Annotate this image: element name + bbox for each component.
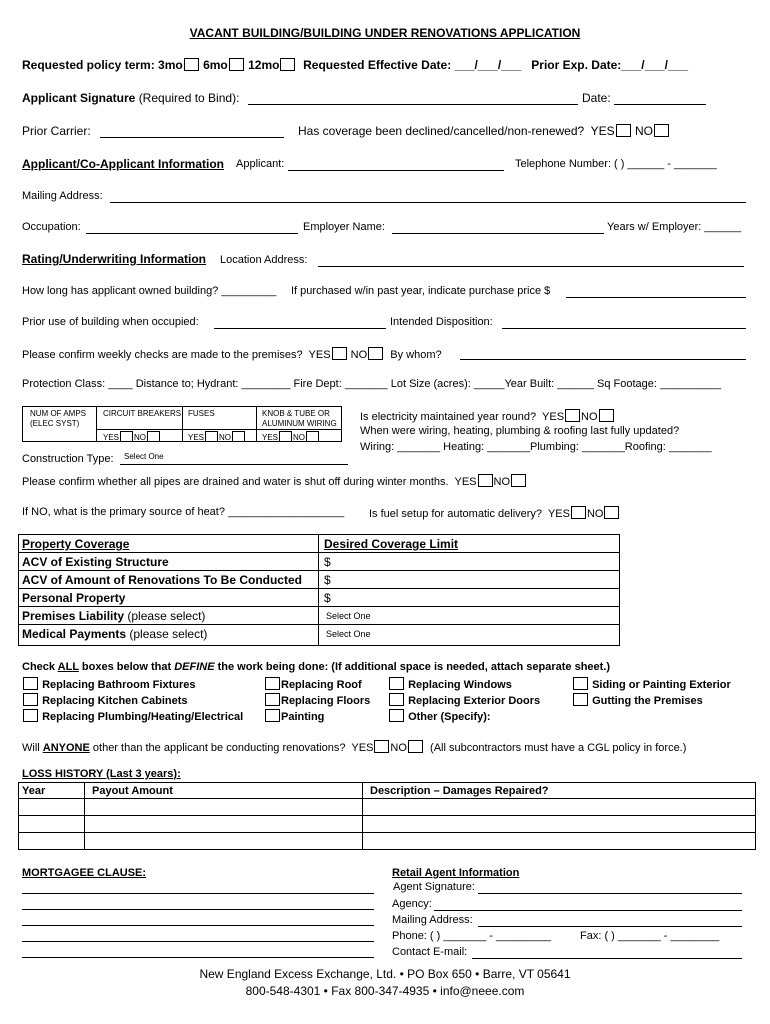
coverage-value-field[interactable]: $ xyxy=(324,591,331,605)
loss-payout-header: Payout Amount xyxy=(92,785,173,797)
declined-question xyxy=(298,124,670,138)
years-employer-field[interactable]: Years w/ Employer: ______ xyxy=(607,221,742,233)
occupation-label: Occupation: xyxy=(22,221,81,233)
fuses-options: YES NO xyxy=(188,431,246,442)
purchase-price-field[interactable] xyxy=(566,297,746,298)
pipes-question: Please confirm whether all pipes are drained and water is shut off during winter months. xyxy=(22,476,449,488)
work-checkbox[interactable] xyxy=(389,709,404,722)
work-item: Replacing Floors xyxy=(264,693,370,707)
agent-title: Retail Agent Information xyxy=(392,867,520,879)
term-12mo-checkbox[interactable] xyxy=(280,58,295,71)
mortgagee-line[interactable] xyxy=(22,909,374,910)
weekly-no-checkbox[interactable] xyxy=(368,347,383,360)
work-checkbox[interactable] xyxy=(23,709,38,722)
telephone-field[interactable]: Telephone Number: ( ) ______ - _______ xyxy=(515,158,717,170)
electric-maintained-row: Is electricity maintained year round? YES NO xyxy=(360,409,615,423)
mortgagee-line[interactable] xyxy=(22,941,374,942)
pipes-no-checkbox[interactable] xyxy=(511,474,526,487)
loss-description-header: Description – Damages Repaired? xyxy=(370,785,549,797)
rating-section-title: Rating/Underwriting Information xyxy=(22,252,206,266)
coverage-row-label: Personal Property xyxy=(22,591,126,605)
declined-yes-checkbox[interactable] xyxy=(616,124,631,137)
date-field[interactable] xyxy=(614,104,706,105)
agent-mailing-field[interactable] xyxy=(478,926,742,927)
weekly-no-label: NO xyxy=(350,349,368,361)
work-checkbox[interactable] xyxy=(389,693,404,706)
breakers-options: YES NO xyxy=(103,431,161,442)
prior-use-label: Prior use of building when occupied: xyxy=(22,316,199,328)
intended-field[interactable] xyxy=(502,328,746,329)
declined-no-label: NO xyxy=(635,124,654,138)
loss-history-title: LOSS HISTORY (Last 3 years): xyxy=(22,768,181,780)
prior-carrier-field[interactable] xyxy=(100,137,284,138)
employer-label: Employer Name: xyxy=(303,221,385,233)
employer-field[interactable] xyxy=(392,233,604,234)
prior-carrier-label: Prior Carrier: xyxy=(22,124,91,138)
work-checkbox[interactable] xyxy=(265,693,280,706)
work-item: Other (Specify): xyxy=(388,709,491,723)
work-item: Gutting the Premises xyxy=(572,693,703,707)
agent-phone-field[interactable]: Phone: ( ) _______ - _________ xyxy=(392,930,552,942)
work-item: Replacing Roof xyxy=(264,677,362,691)
applicant-field[interactable] xyxy=(288,170,504,171)
applicant-label: Applicant: xyxy=(236,158,285,170)
protection-row[interactable]: Protection Class: ____ Distance to; Hydrant: ________ Fire Dept: _______ Lot Size (acres): _____Year Built: ______ Sq Footage: __________ xyxy=(22,378,722,390)
location-label: Location Address: xyxy=(220,254,308,266)
owned-question[interactable]: How long has applicant owned building? _________ xyxy=(22,285,277,297)
work-item: Replacing Bathroom Fixtures xyxy=(22,677,195,691)
declined-yes-label: YES xyxy=(590,124,615,138)
form-title: VACANT BUILDING/BUILDING UNDER RENOVATIONS APPLICATION xyxy=(189,26,581,40)
loss-year-header: Year xyxy=(22,785,46,797)
effective-date-field[interactable]: Requested Effective Date: ___/___/___ xyxy=(303,58,522,72)
mailing-label: Mailing Address: xyxy=(22,190,103,202)
fuel-no-checkbox[interactable] xyxy=(604,506,619,519)
work-item: Painting xyxy=(264,709,324,723)
agent-email-field[interactable] xyxy=(472,958,742,959)
agent-mailing-label: Mailing Address: xyxy=(392,914,473,926)
coverage-limit-header: Desired Coverage Limit xyxy=(324,537,459,551)
work-intro: Check ALL boxes below that DEFINE the work being done: (If additional space is needed, attach separate sheet.) xyxy=(22,661,611,673)
knob-no-checkbox[interactable] xyxy=(306,431,319,442)
date-label: Date: xyxy=(582,91,611,105)
work-checkbox[interactable] xyxy=(573,677,588,690)
mailing-field[interactable] xyxy=(110,202,746,203)
updated-question: When were wiring, heating, plumbing & roofing last fully updated? xyxy=(360,425,680,437)
applicant-section-title: Applicant/Co-Applicant Information xyxy=(22,157,224,171)
mortgagee-line[interactable] xyxy=(22,957,374,958)
work-checkbox[interactable] xyxy=(573,693,588,706)
purchase-price-label: If purchased w/in past year, indicate purchase price $ xyxy=(291,285,551,297)
mortgagee-title: MORTGAGEE CLAUSE: xyxy=(22,867,147,879)
declined-no-checkbox[interactable] xyxy=(654,124,669,137)
mortgagee-line[interactable] xyxy=(22,893,374,894)
breakers-header: CIRCUIT BREAKERS xyxy=(103,409,182,418)
fuel-question: Is fuel setup for automatic delivery? xyxy=(369,508,543,520)
signature-label: Applicant Signature xyxy=(22,91,136,105)
weekly-check-row xyxy=(22,347,442,361)
work-checkbox[interactable] xyxy=(265,677,280,690)
signature-field[interactable] xyxy=(248,104,578,105)
coverage-value-field[interactable]: $ xyxy=(324,555,331,569)
property-coverage-header: Property Coverage xyxy=(22,537,130,551)
weekly-yes-checkbox[interactable] xyxy=(332,347,347,360)
intended-label: Intended Disposition: xyxy=(390,316,493,328)
agent-email-label: Contact E-mail: xyxy=(392,946,468,958)
term-3mo-checkbox[interactable] xyxy=(184,58,199,71)
electric-maintained-question: Is electricity maintained year round? xyxy=(360,411,537,423)
work-checkbox[interactable] xyxy=(23,693,38,706)
subcontractor-note: (All subcontractors must have a CGL policy in force.) xyxy=(430,742,687,754)
mortgagee-line[interactable] xyxy=(22,925,374,926)
fuel-yes-checkbox[interactable] xyxy=(571,506,586,519)
term-6mo-label: 6mo xyxy=(203,58,228,72)
work-checkbox[interactable] xyxy=(265,709,280,722)
coverage-row-label: ACV of Amount of Renovations To Be Conducted xyxy=(22,573,302,587)
anyone-row: Will ANYONE other than the applicant be conducting renovations? YES NO (All subcontractors must have a CGL policy in force.) xyxy=(22,742,687,754)
signature-note: (Required to Bind): xyxy=(138,91,240,105)
agency-field[interactable] xyxy=(434,910,742,911)
work-item: Replacing Kitchen Cabinets xyxy=(22,693,188,707)
term-12mo-label: 12mo xyxy=(248,58,280,72)
coverage-row-label: Medical Payments (please select) xyxy=(22,627,208,641)
location-field[interactable] xyxy=(318,266,744,267)
anyone-yes-checkbox[interactable] xyxy=(374,740,389,753)
fuses-no-checkbox[interactable] xyxy=(232,431,245,442)
agent-signature-label: Agent Signature: xyxy=(393,881,475,893)
by-whom-field[interactable] xyxy=(460,359,746,360)
agency-label: Agency: xyxy=(392,898,432,910)
knob-header: KNOB & TUBE OR ALUMINUM WIRING xyxy=(262,409,337,428)
by-whom-label: By whom? xyxy=(390,349,442,361)
fuses-yes-checkbox[interactable] xyxy=(205,431,218,442)
pipes-row: Please confirm whether all pipes are drained and water is shut off during winter months. YES NO xyxy=(22,474,527,488)
fuel-row: Is fuel setup for automatic delivery? YES NO xyxy=(369,506,620,520)
term-3mo-label: 3mo xyxy=(158,58,183,72)
coverage-row-label: ACV of Existing Structure xyxy=(22,555,169,569)
work-checkbox[interactable] xyxy=(389,677,404,690)
breakers-no-checkbox[interactable] xyxy=(147,431,160,442)
medical-payments-select[interactable]: Select One xyxy=(326,629,371,639)
policy-term-label: Requested policy term: xyxy=(22,58,155,72)
knob-yes-checkbox[interactable] xyxy=(279,431,292,442)
amps-header: NUM OF AMPS (ELEC SYST) xyxy=(30,409,87,428)
updates-fields[interactable]: Wiring: _______ Heating: _______Plumbing: _______Roofing: _______ xyxy=(360,441,712,453)
footer-address: New England Excess Exchange, Ltd. • PO Box 650 • Barre, VT 05641 xyxy=(199,967,571,981)
signature-row xyxy=(22,91,239,105)
prior-use-field[interactable] xyxy=(214,328,386,329)
footer-contact: 800-548-4301 • Fax 800-347-4935 • info@neee.com xyxy=(245,984,525,998)
policy-term-row xyxy=(22,58,688,72)
construction-select[interactable]: Select One xyxy=(124,452,164,461)
electric-yes-checkbox[interactable] xyxy=(565,409,580,422)
anyone-no-checkbox[interactable] xyxy=(408,740,423,753)
heat-source-field[interactable]: If NO, what is the primary source of heat? ___________________ xyxy=(22,506,345,518)
declined-text: Has coverage been declined/cancelled/non-renewed? xyxy=(298,124,585,138)
construction-label: Construction Type: xyxy=(22,453,114,465)
pipes-yes-checkbox[interactable] xyxy=(478,474,493,487)
premises-liability-select[interactable]: Select One xyxy=(326,611,371,621)
knob-options: YES NO xyxy=(262,431,320,442)
prior-exp-date-field[interactable]: Prior Exp. Date:___/___/___ xyxy=(531,58,689,72)
work-checkbox[interactable] xyxy=(23,677,38,690)
agent-fax-field[interactable]: Fax: ( ) _______ - ________ xyxy=(580,930,720,942)
construction-field[interactable] xyxy=(120,464,348,465)
occupation-field[interactable] xyxy=(86,233,298,234)
fuses-header: FUSES xyxy=(188,409,215,418)
work-item: Replacing Windows xyxy=(388,677,512,691)
work-item: Replacing Exterior Doors xyxy=(388,693,540,707)
work-item: Siding or Painting Exterior xyxy=(572,677,731,691)
electric-no-checkbox[interactable] xyxy=(599,409,614,422)
coverage-row-label: Premises Liability (please select) xyxy=(22,609,206,623)
weekly-yes-label: YES xyxy=(308,349,331,361)
work-item: Replacing Plumbing/Heating/Electrical xyxy=(22,709,243,723)
agent-signature-field[interactable] xyxy=(478,893,742,894)
breakers-yes-checkbox[interactable] xyxy=(120,431,133,442)
coverage-value-field[interactable]: $ xyxy=(324,573,331,587)
term-6mo-checkbox[interactable] xyxy=(229,58,244,71)
weekly-check-question: Please confirm weekly checks are made to the premises? xyxy=(22,349,303,361)
